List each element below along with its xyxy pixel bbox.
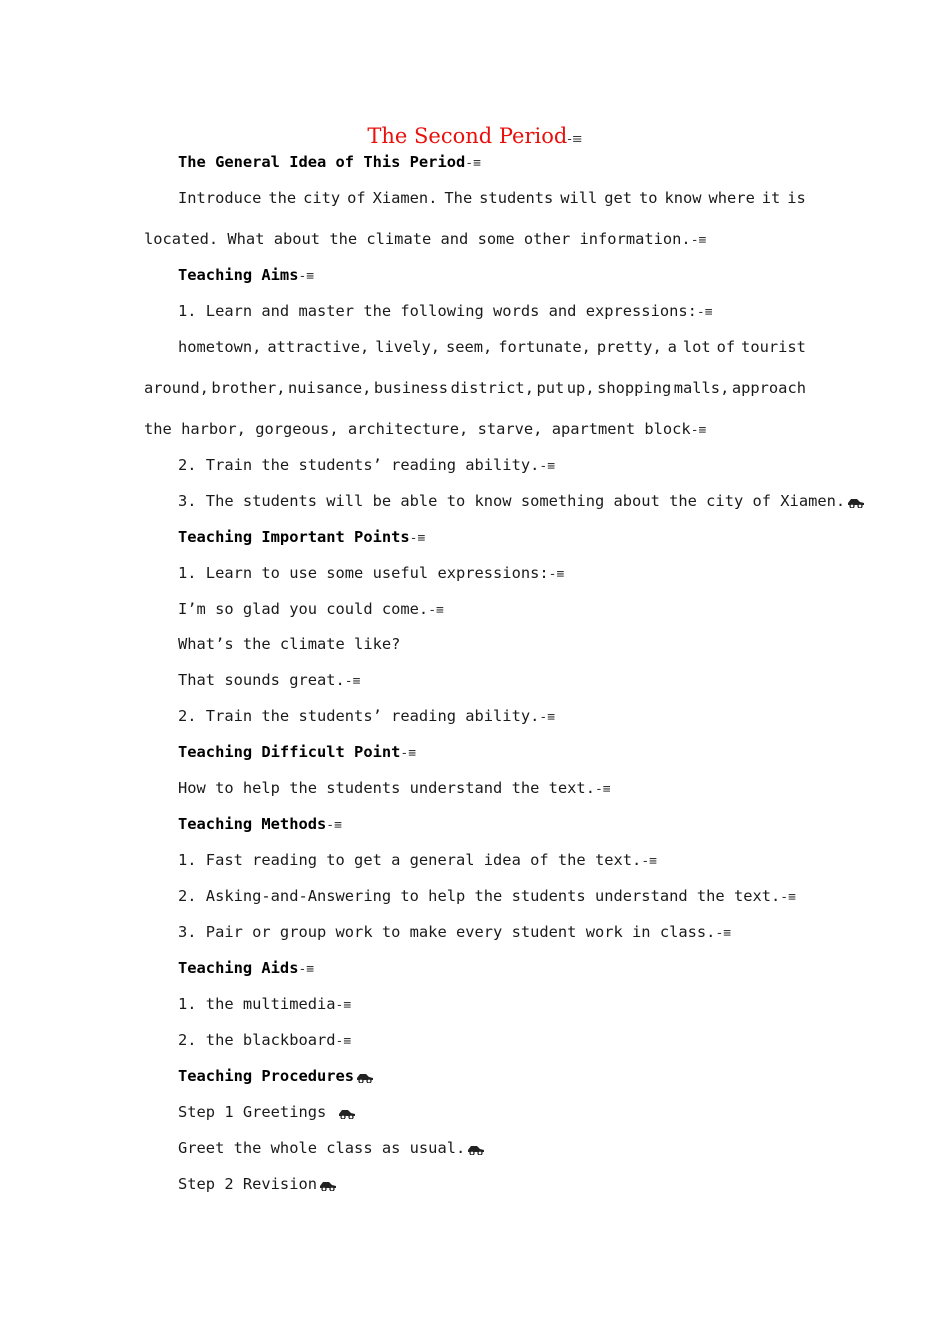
methods-heading: Teaching Methods-≡ — [178, 815, 342, 833]
step-1: Step 1 Greetings — [178, 1102, 356, 1122]
paragraph-mark: -≡ — [567, 132, 583, 147]
aim-1: 1. Learn and master the following words and expressions:-≡ — [178, 302, 713, 320]
general-idea-heading: The General Idea of This Period-≡ — [178, 153, 481, 171]
aid-2: 2. the blackboard-≡ — [178, 1031, 352, 1049]
vocab-line-3: the harbor, gorgeous, architecture, starve, apartment block-≡ — [144, 420, 707, 438]
aim-2: 2. Train the students’ reading ability.-≡ — [178, 456, 556, 474]
page-title — [0, 124, 950, 148]
car-ornament-icon — [319, 1179, 337, 1191]
aid-1: 1. the multimedia-≡ — [178, 995, 352, 1013]
paragraph-mark: -≡ — [690, 423, 707, 438]
paragraph-mark: -≡ — [298, 962, 315, 977]
paragraph-mark: -≡ — [400, 746, 417, 761]
paragraph-mark: -≡ — [465, 156, 481, 171]
title-text: The Second Period — [367, 124, 568, 148]
vocab-line-2: around, brother, nuisance, business district, put up, shopping malls, approach — [144, 379, 806, 397]
teaching-aims-heading: Teaching Aims-≡ — [178, 266, 315, 284]
point-2: 2. Train the students’ reading ability.-≡ — [178, 707, 556, 725]
method-2: 2. Asking-and-Answering to help the students understand the text.-≡ — [178, 887, 796, 905]
paragraph-mark: -≡ — [409, 531, 426, 546]
car-ornament-icon — [467, 1143, 485, 1155]
intro-line-2: located. What about the climate and some other information.-≡ — [144, 230, 707, 248]
paragraph-mark: -≡ — [715, 926, 732, 941]
step-1-text: Greet the whole class as usual. — [178, 1138, 485, 1158]
paragraph-mark: -≡ — [428, 603, 444, 618]
intro-line-1: Introduce the city of Xiamen. The students will get to know where it is — [178, 189, 806, 207]
paragraph-mark: -≡ — [696, 305, 713, 320]
procedures-heading: Teaching Procedures — [178, 1066, 374, 1086]
paragraph-mark: -≡ — [548, 567, 565, 582]
point-1: 1. Learn to use some useful expressions:-≡ — [178, 564, 565, 582]
paragraph-mark: -≡ — [326, 818, 342, 833]
car-ornament-icon — [338, 1107, 356, 1119]
expression-2: What’s the climate like? — [178, 635, 401, 653]
paragraph-mark: -≡ — [641, 854, 657, 869]
aim-3: 3. The students will be able to know something about the city of Xiamen. — [178, 491, 865, 511]
important-points-heading: Teaching Important Points-≡ — [178, 528, 426, 546]
paragraph-mark: -≡ — [539, 459, 556, 474]
paragraph-mark: -≡ — [344, 674, 361, 689]
paragraph-mark: -≡ — [298, 269, 315, 284]
method-1: 1. Fast reading to get a general idea of the text.-≡ — [178, 851, 657, 869]
paragraph-mark: -≡ — [335, 1034, 352, 1049]
aids-heading: Teaching Aids-≡ — [178, 959, 315, 977]
difficult-point-heading: Teaching Difficult Point-≡ — [178, 743, 417, 761]
difficult-point-1: How to help the students understand the text.-≡ — [178, 779, 611, 797]
paragraph-mark: -≡ — [690, 233, 707, 248]
car-ornament-icon — [356, 1071, 374, 1083]
paragraph-mark: -≡ — [780, 890, 796, 905]
expression-3: That sounds great.-≡ — [178, 671, 361, 689]
paragraph-mark: -≡ — [335, 998, 352, 1013]
expression-1: I’m so glad you could come.-≡ — [178, 600, 444, 618]
step-2: Step 2 Revision — [178, 1174, 337, 1194]
vocab-line-1: hometown, attractive, lively, seem, fortunate, pretty, a lot of tourist — [178, 338, 806, 356]
paragraph-mark: -≡ — [539, 710, 556, 725]
method-3: 3. Pair or group work to make every student work in class.-≡ — [178, 923, 732, 941]
car-ornament-icon — [847, 496, 865, 508]
paragraph-mark: -≡ — [594, 782, 611, 797]
